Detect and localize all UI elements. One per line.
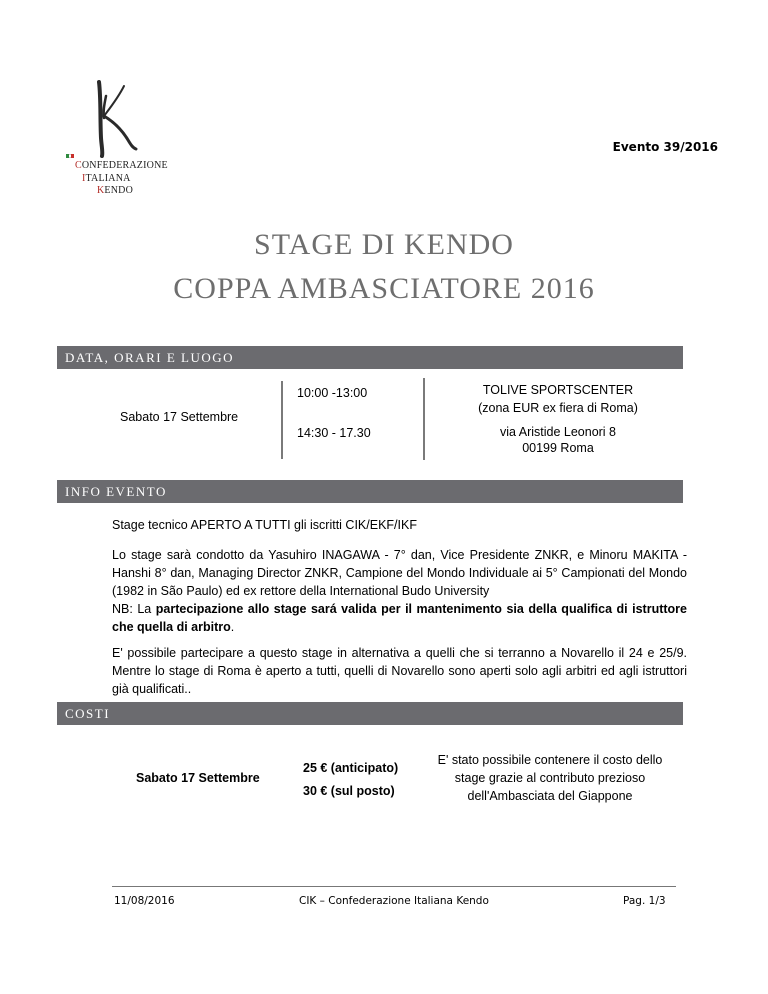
costs-note-line2: stage grazie al contributo prezioso <box>454 771 646 785</box>
divider-right <box>423 378 425 460</box>
section-heading-costs: COSTI <box>57 702 683 725</box>
schedule-time-afternoon: 14:30 - 17.30 <box>297 426 371 440</box>
venue-note: (zona EUR ex fiera di Roma) <box>478 401 638 415</box>
footer-page: Pag. 1/3 <box>623 895 666 907</box>
footer-date: 11/08/2016 <box>114 895 175 907</box>
section-heading-info: INFO EVENTO <box>57 480 683 503</box>
page-title: STAGE DI KENDO <box>254 228 514 261</box>
info-instructors: Lo stage sarà condotto da Yasuhiro INAGAWA - 7° dan, Vice Presidente ZNKR, e Minoru MAKITA - Hanshi 8° dan, Managing Director ZNKR, Campione del Mondo Individuale ai 5° Campionati del Mondo (1982 in São Paulo) ed ex rettore della International Budo University <box>112 548 687 598</box>
info-nb: NB: La partecipazione allo stage sará valida per il mantenimento sia della qualifica di istruttore che quella di arbitro. <box>112 602 687 634</box>
venue-name: TOLIVE SPORTSCENTER <box>482 383 634 397</box>
divider-left <box>281 381 283 459</box>
info-open-to-all: Stage tecnico APERTO A TUTTI gli iscritti CIK/EKF/IKF <box>112 518 417 532</box>
cik-logo <box>62 78 202 208</box>
info-alternative: E' possibile partecipare a questo stage in alternativa a quelli che si terranno a Novarello il 24 e 25/9. Mentre lo stage di Roma è aperto a tutti, quelli di Novarello sono aperti solo agli arbitri ed agli istruttori già qualificati.. <box>112 646 687 696</box>
italian-flag-icon <box>66 154 74 158</box>
schedule-date: Sabato 17 Settembre <box>120 410 239 424</box>
event-number: Evento 39/2016 <box>612 140 718 154</box>
schedule-time-morning: 10:00 -13:00 <box>297 386 368 400</box>
costs-note-line1: E' stato possibile contenere il costo dello <box>437 753 663 767</box>
venue-address: via Aristide Leonori 8 <box>499 425 617 439</box>
footer-org: CIK – Confederazione Italiana Kendo <box>299 895 489 907</box>
price-on-site: 30 € (sul posto) <box>303 784 395 798</box>
costs-date: Sabato 17 Settembre <box>136 771 260 785</box>
price-advance: 25 € (anticipato) <box>303 761 399 775</box>
page-subtitle: COPPA AMBASCIATORE 2016 <box>173 272 595 305</box>
logo-text: CONFEDERAZIONE ITALIANA KENDO <box>75 160 168 196</box>
venue-city: 00199 Roma <box>522 441 594 455</box>
costs-note-line3: dell'Ambasciata del Giappone <box>467 789 633 803</box>
footer-divider <box>112 886 676 887</box>
k-brush-icon <box>62 78 202 158</box>
section-heading-schedule: DATA, ORARI E LUOGO <box>57 346 683 369</box>
